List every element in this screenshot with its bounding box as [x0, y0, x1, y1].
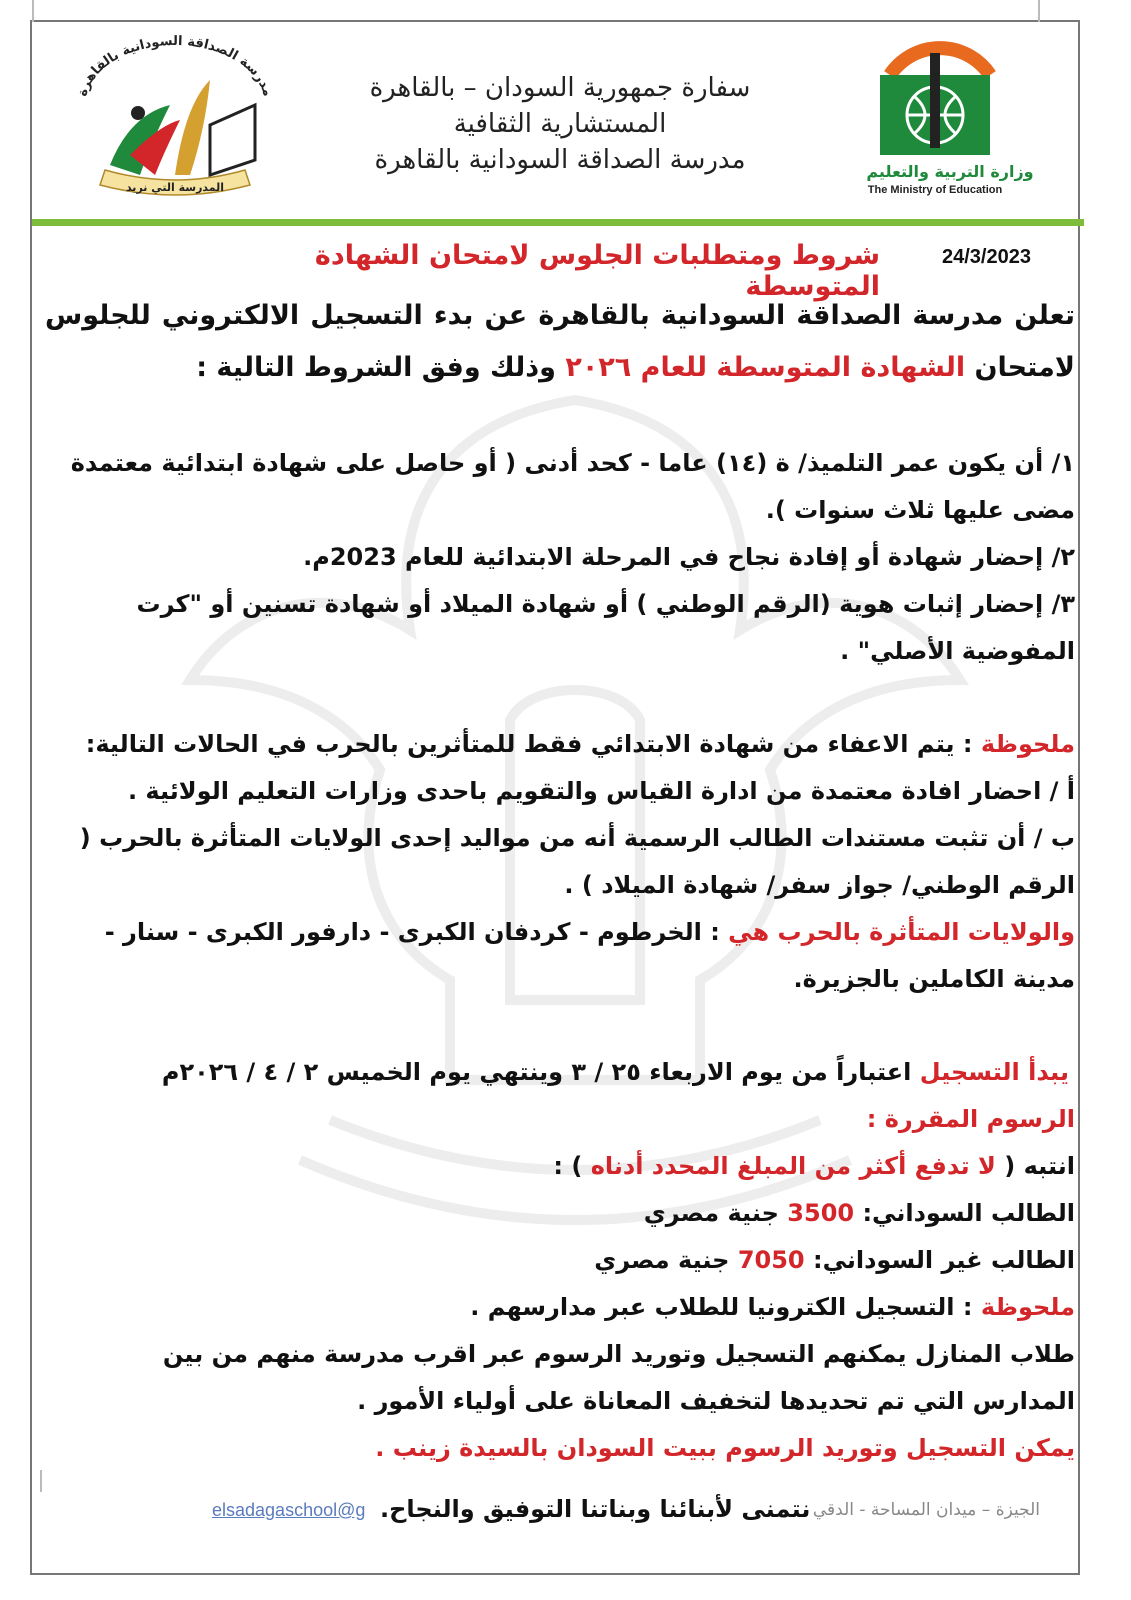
intro-paragraph [45, 290, 1075, 394]
fee-sudanese: الطالب السوداني: 3500 جنية مصري [643, 1199, 1075, 1227]
crop-mark [40, 1470, 64, 1492]
note-label: ملحوظة [980, 1293, 1075, 1321]
document-date: 24/3/2023 [942, 246, 1031, 268]
note-label: ملحوظة [980, 730, 1075, 758]
cultural-attache: المستشارية الثقافية [453, 109, 667, 139]
note-text: : يتم الاعفاء من شهادة الابتدائي فقط للمتأثرين بالحرب في الحالات التالية: [85, 730, 973, 758]
closing-wishes: نتمنى لأبنائنا وبناتنا التوفيق والنجاح. [380, 1495, 811, 1523]
home-students-note: طلاب المنازل يمكنهم التسجيل وتوريد الرسوم عبر اقرب مدرسة منهم من بين المدارس التي تم تحديدها لتخفيف المعاناة على أولياء الأمور . [162, 1340, 1075, 1415]
states-list: : الخرطوم - كردفان الكبرى - دارفور الكبرى - سنار - مدينة الكاملين بالجزيرة. [104, 918, 1075, 993]
fees-warning-text: لا تدفع أكثر من المبلغ المحدد أدناه [590, 1152, 996, 1180]
states-label: والولايات المتأثرة بالحرب هي [728, 918, 1075, 946]
fees-heading: الرسوم المقررة : [866, 1105, 1075, 1133]
online-registration-note: ملحوظة : التسجيل الكترونيا للطلاب عبر مدارسهم . [470, 1293, 1075, 1321]
condition-item: ١/ أن يكون عمر التلميذ/ ة (١٤) عاما - كحد أدنى ( أو حاصل على شهادة ابتدائية معتمدة مضى عليها ثلاث سنوات ). [70, 449, 1075, 524]
school-logo-arc-text: مدرسة الصداقة السودانية بالقاهرة [75, 35, 275, 99]
document-title: شروط ومتطلبات الجلوس لامتحان الشهادة المتوسطة [314, 240, 880, 302]
intro-conditions: وذلك وفق الشروط التالية : [196, 352, 556, 383]
ministry-of-education-logo [820, 35, 1040, 205]
exemption-note [55, 721, 1075, 768]
affected-states [55, 909, 1075, 1003]
embassy-name: سفارة جمهورية السودان – بالقاهرة [369, 73, 751, 103]
registration-label: يبدأ التسجيل [919, 1058, 1069, 1086]
crop-mark [1038, 0, 1062, 22]
sayeda-zeinab-note: يمكن التسجيل وتوريد الرسوم ببيت السودان بالسيدة زينب . [375, 1434, 1075, 1462]
condition-item: ٢/ إحضار شهادة أو إفادة نجاح في المرحلة الابتدائية للعام 2023م. [303, 543, 1075, 571]
fees-warning: انتبه ( لا تدفع أكثر من المبلغ المحدد أدناه ) : [553, 1152, 1075, 1180]
fee-amount: 7050 [737, 1246, 805, 1274]
crop-mark [10, 0, 34, 22]
school-logo-ribbon-text: المدرسة التي نريد [125, 181, 225, 194]
condition-item: ٣/ إحضار إثبات هوية (الرقم الوطني ) أو شهادة الميلاد أو شهادة تسنين أو "كرت المفوضية الأصلي" . [136, 590, 1075, 665]
exemption-item-a: أ / احضار افادة معتمدة من ادارة القياس والتقويم باحدى وزارات التعليم الولائية . [127, 777, 1075, 805]
ministry-logo-arabic: وزارة التربية والتعليم [866, 162, 1034, 181]
footer-email[interactable]: elsadagaschool@g [212, 1500, 366, 1520]
registration-dates: اعتباراً من يوم الاربعاء ٢٥ / ٣ وينتهي يوم الخميس ٢ / ٤ / ٢٠٢٦م [161, 1058, 912, 1086]
ministry-logo-english: The Ministry of Education [867, 184, 1003, 196]
school-name: مدرسة الصداقة السودانية بالقاهرة [374, 145, 746, 175]
intro-text: تعلن مدرسة الصداقة السودانية بالقاهرة عن بدء التسجيل الالكتروني للجلوس لامتحان [45, 300, 1075, 383]
svg-text:مدرسة الصداقة السودانية بالقاه [75, 35, 275, 98]
registration-period [55, 1049, 1075, 1096]
header-divider [32, 219, 1084, 226]
document-body [55, 440, 1075, 1472]
fee-amount: 3500 [787, 1199, 855, 1227]
intro-exam-year: الشهادة المتوسطة للعام ٢٠٢٦ [565, 352, 966, 383]
fee-non-sudanese: الطالب غير السوداني: 7050 جنية مصري [594, 1246, 1075, 1274]
footer-address: الجيزة – ميدان المساحة - الدقي [812, 1500, 1040, 1520]
exemption-item-b: ب / أن تثبت مستندات الطالب الرسمية أنه من مواليد إحدى الولايات المتأثرة بالحرب ( الرقم الوطني/ جواز سفر/ شهادة الميلاد ) . [79, 824, 1075, 899]
school-logo [70, 35, 280, 205]
header-text-block [360, 70, 760, 178]
